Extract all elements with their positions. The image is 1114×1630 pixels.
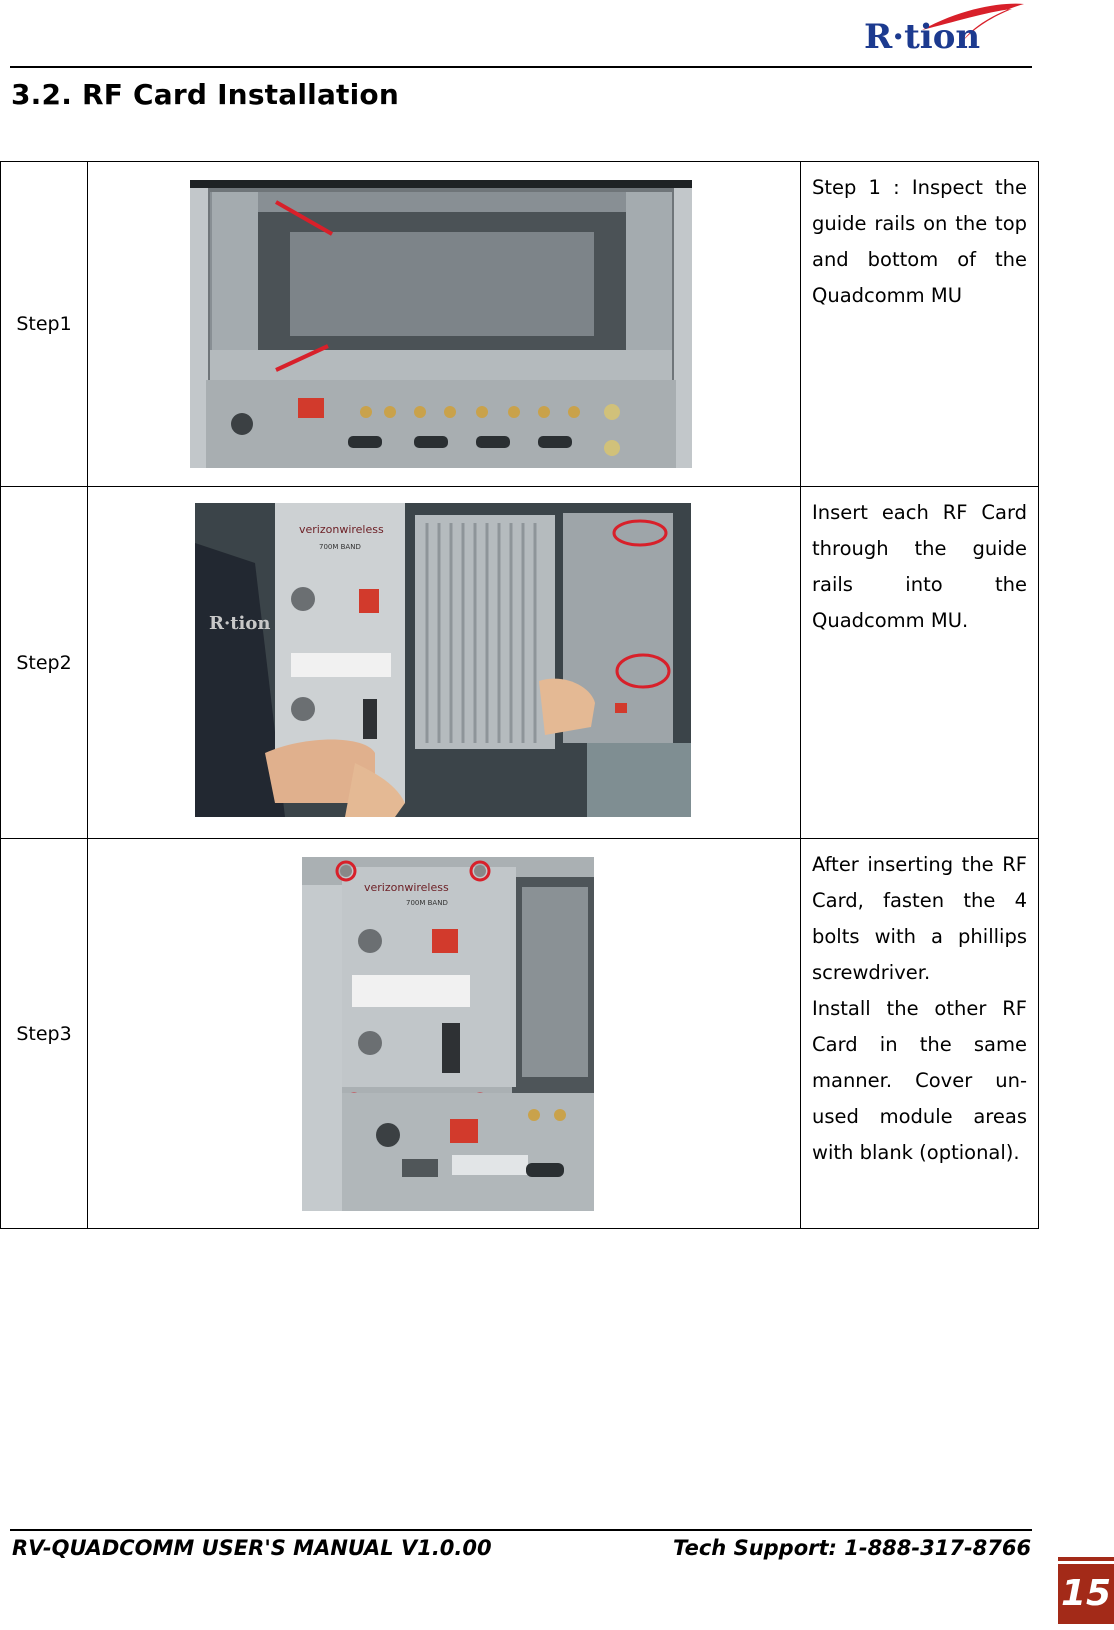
section-title: 3.2. RF Card Installation	[11, 78, 400, 111]
page-badge-line	[1058, 1557, 1114, 1561]
manual-title: RV-QUADCOMM USER'S MANUAL V1.0.00	[12, 1536, 492, 1560]
svg-text:R·tion: R·tion	[864, 17, 981, 57]
step-description: Insert each RF Card through the guide rails into the Quadcomm MU.	[801, 487, 1039, 839]
step3-photo-cell	[88, 839, 801, 1229]
installation-steps-table	[0, 161, 1039, 1229]
step-label: Step3	[1, 839, 88, 1229]
step-row	[1, 162, 1039, 487]
page-number: 15	[1058, 1564, 1114, 1624]
step-description	[801, 839, 1039, 1229]
rack-chassis-photo-icon	[190, 180, 692, 468]
step-label: Step2	[1, 487, 88, 839]
rf-card-bolted-photo-icon	[302, 857, 594, 1211]
step3-description-line: After inserting the RF Card, fasten the 4 bolts with a phillips screwdriver.	[812, 853, 1027, 984]
step-label: Step1	[1, 162, 88, 487]
tech-support: Tech Support: 1-888-317-8766	[673, 1536, 1032, 1560]
step-row	[1, 487, 1039, 839]
header-rule	[10, 66, 1032, 68]
svg-text:R·tion: R·tion	[209, 613, 271, 634]
rf-card-insertion-photo-icon	[195, 503, 691, 817]
step1-photo-cell	[88, 162, 801, 487]
svg-text:verizonwireless: verizonwireless	[364, 881, 449, 894]
svg-text:700M BAND: 700M BAND	[319, 543, 361, 551]
step3-description-line: Install the other RF Card in the same manner. Cover un-used module areas with blank (optional).	[812, 997, 1027, 1164]
svg-text:700M BAND: 700M BAND	[406, 899, 448, 907]
svg-text:verizonwireless: verizonwireless	[299, 523, 384, 536]
step2-photo-cell	[88, 487, 801, 839]
step-description: Step 1 : Inspect the guide rails on the top and bottom of the Quadcomm MU	[801, 162, 1039, 487]
rtion-logo	[862, 0, 1028, 60]
footer-rule	[10, 1529, 1032, 1531]
step-row	[1, 839, 1039, 1229]
